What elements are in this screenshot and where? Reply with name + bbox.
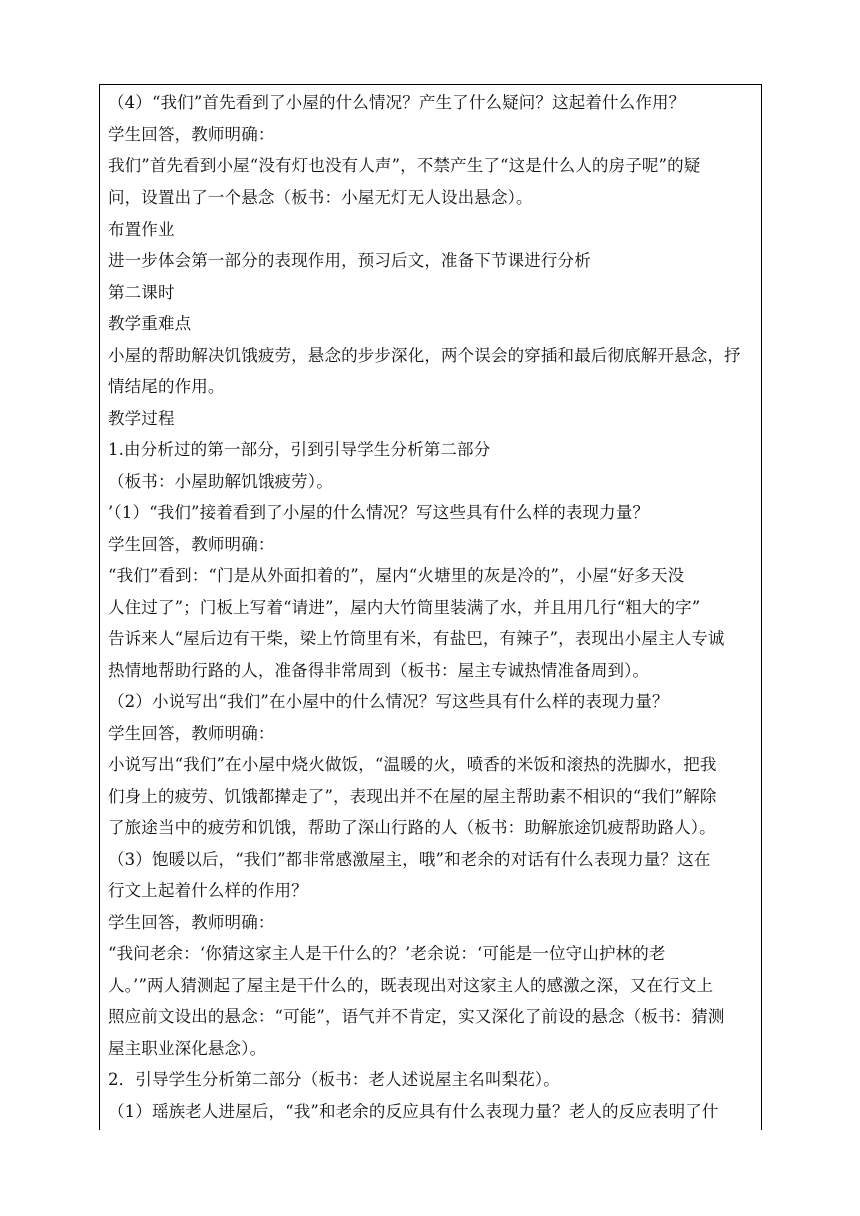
text-line: 第二课时 — [108, 283, 175, 302]
text-line: （1）瑶族老人进屋后，“我”和老余的反应具有什么表现力量？老人的反应表明了什 — [108, 1102, 719, 1121]
text-line: （3）饱暖以后，“我们”都非常感激屋主，哦”和老余的对话有什么表现力量？这在 — [108, 850, 711, 869]
text-line: 们身上的疲劳、饥饿都撵走了”，表现出并不在屋的屋主帮助素不相识的“我们”解除 — [108, 787, 717, 806]
lesson-plan-cell — [99, 84, 762, 1130]
text-line: 热情地帮助行路的人，准备得非常周到（板书：屋主专诚热情准备周到）。 — [108, 661, 650, 680]
text-line: 教学过程 — [108, 409, 175, 428]
text-line: 屋主职业深化悬念）。 — [108, 1039, 267, 1058]
text-line: 了旅途当中的疲劳和饥饿，帮助了深山行路的人（板书：助解旅途饥疲帮助路人）。 — [108, 818, 716, 837]
text-line: 学生回答，教师明确： — [108, 125, 275, 144]
text-line: 问，设置出了一个悬念（板书：小屋无灯无人设出悬念）。 — [108, 188, 533, 207]
text-line: 我们”首先看到小屋“没有灯也没有人声”，不禁产生了“这是什么人的房子呢”的疑 — [108, 156, 701, 175]
text-line: 学生回答，教师明确： — [108, 535, 275, 554]
text-line: 学生回答，教师明确： — [108, 724, 275, 743]
text-line: 1.由分析过的第一部分，引到引导学生分析第二部分 — [108, 440, 491, 459]
text-line: 照应前文设出的悬念：“可能”，语气并不肯定，实又深化了前设的悬念（板书：猜测 — [108, 1007, 725, 1026]
text-line: 2．引导学生分析第二部分（板书：老人述说屋主名叫梨花）。 — [108, 1070, 560, 1089]
text-line: 小屋的帮助解决饥饿疲劳，悬念的步步深化，两个误会的穿插和最后彻底解开悬念，抒 — [108, 346, 741, 365]
text-line: 告诉来人“屋后边有干柴，梁上竹筒里有米，有盐巴，有辣子”，表现出小屋主人专诚 — [108, 629, 725, 648]
text-line: 人住过了”；门板上写着“请进”，屋内大竹筒里装满了水，并且用几行“粗大的字” — [108, 598, 701, 617]
text-line: 进一步体会第一部分的表现作用，预习后文，准备下节课进行分析 — [108, 251, 591, 270]
text-line: ’（1）“我们”接着看到了小屋的什么情况？写这些具有什么样的表现力量？ — [108, 503, 650, 522]
text-line: （2）小说写出“我们”在小屋中的什么情况？写这些具有什么样的表现力量？ — [108, 692, 669, 711]
text-line: 小说写出“我们”在小屋中烧火做饭，“温暖的火，喷香的米饭和滚热的洗脚水，把我 — [108, 755, 717, 774]
text-line: 人。’”两人猜测起了屋主是干什么的，既表现出对这家主人的感激之深，又在行文上 — [108, 976, 714, 995]
text-line: （板书：小屋助解饥饿疲劳）。 — [108, 472, 333, 491]
text-line: 行文上起着什么样的作用？ — [108, 881, 308, 900]
text-line: 布置作业 — [108, 220, 175, 239]
text-line: “我们”看到：“门是从外面扣着的”，屋内“火塘里的灰是冷的”，小屋“好多天没 — [108, 566, 685, 585]
text-line: “我问老余：‘你猜这家主人是干什么的？’老余说：‘可能是一位守山护林的老 — [108, 944, 666, 963]
text-line: 学生回答，教师明确： — [108, 913, 275, 932]
text-line: （4）“我们”首先看到了小屋的什么情况？产生了什么疑问？这起着什么作用？ — [108, 93, 686, 112]
text-line: 情结尾的作用。 — [108, 377, 225, 396]
text-line: 教学重难点 — [108, 314, 192, 333]
